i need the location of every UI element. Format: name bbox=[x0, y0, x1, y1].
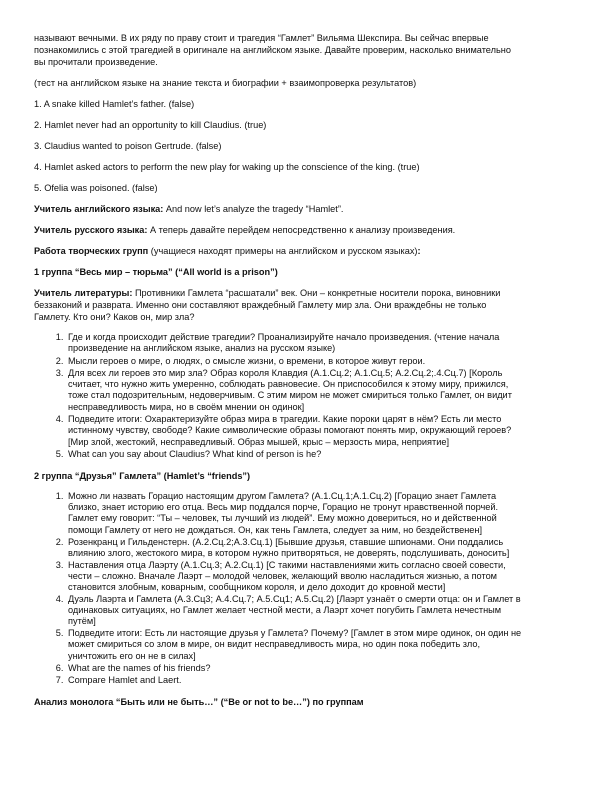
item-text-line: What can you say about Claudius? What kind of person is he? bbox=[68, 448, 322, 459]
test-note: (тест на английском языке на знание текста и биографии + взаимопроверка результатов) bbox=[34, 78, 417, 88]
literature-teacher-label: Учитель литературы: bbox=[34, 288, 133, 298]
item-text-line: становится злобным, коварным, сообщником короля, и дело доходит до кровной мести] bbox=[68, 582, 446, 593]
item-text-line: несправедливость мира, но в своём мнении он одинок] bbox=[68, 401, 305, 412]
item-text-line: близко, знает историю его отца. Весь мир поддался порче, Горацио не тронут нравственной порчей. bbox=[68, 502, 499, 513]
item-text-line: помощи Гамлету от него не дождаться. Он, как тень Гамлета, следует за ним, но бездейственен] bbox=[68, 524, 483, 535]
item-text-line: Подведите итоги: Охарактеризуйте образ мира в трагедии. Какие пороки царят в нём? Есть ли место bbox=[68, 414, 502, 425]
group1-question-list bbox=[34, 332, 580, 460]
english-teacher-label: Учитель английского языка: bbox=[34, 204, 164, 214]
document-page bbox=[34, 32, 580, 717]
item-text-line: Для всех ли героев это мир зла? Образ короля Клавдия (А.1.Сц.2; А.1.Сц.5; А.2.Сц.2;.4.Сц.7) [Король bbox=[68, 367, 503, 378]
item-text-line: Дуэль Лаэрта и Гамлета (А.3.Сц3; А.4.Сц.7; А.5.Сц1; А.5.Сц.2) [Лаэрт узнаёт о смерти отца: он и Гамлет в bbox=[68, 594, 521, 605]
quiz-item: 4. Hamlet asked actors to perform the new play for waking up the conscience of the king. (true) bbox=[34, 162, 420, 172]
item-text-line: чести – сложно. Вначале Лаэрт – молодой человек, желающий вволю насладиться жизнью, а потом bbox=[68, 570, 497, 581]
quiz-item: 5. Ofelia was poisoned. (false) bbox=[34, 183, 158, 193]
groups-work-colon: : bbox=[417, 246, 421, 256]
english-teacher-line bbox=[34, 203, 580, 215]
item-text-line: уничтожить его он не в силах] bbox=[68, 650, 196, 661]
item-text-line: может смириться со злом в мире, он видит несправедливость мира, но один пока победить зло, bbox=[68, 639, 481, 650]
numbered-item bbox=[66, 675, 580, 686]
quiz-item: 2. Hamlet never had an opportunity to kill Claudius. (true) bbox=[34, 120, 267, 130]
item-text-line: влиянию злого, жестокого мира, в котором нужно притворяться, не доверять, подслушивать, доносить] bbox=[68, 547, 510, 558]
item-text-line: Можно ли назвать Горацио настоящим другом Гамлета? (А.1.Сц.1;А.1.Сц.2) [Горацио знает Гамлета bbox=[68, 491, 497, 502]
russian-teacher-line bbox=[34, 224, 580, 236]
item-text-line: произведение на английском языке, анализ на русском языке) bbox=[68, 343, 336, 354]
item-text-line: Наставления отца Лаэрту (А.1.Сц.3; А.2.Сц.1) [С такими наставлениями жить согласно своей совести, bbox=[68, 559, 506, 570]
groups-work-label: Работа творческих групп bbox=[34, 246, 149, 256]
item-text-line: Где и когда происходит действие трагедии? Проанализируйте начало произведения. (чтение начала bbox=[68, 332, 500, 342]
quiz-item: 3. Claudius wanted to poison Gertrude. (false) bbox=[34, 141, 222, 151]
group2-heading: 2 группа “Друзья” Гамлета” (Hamlet’s “friends”) bbox=[34, 471, 251, 482]
groups-work-line bbox=[34, 245, 580, 257]
numbered-item bbox=[66, 628, 580, 661]
intro-paragraph bbox=[34, 32, 580, 68]
numbered-item bbox=[66, 356, 580, 367]
intro-line: познакомились с этой трагедией в оригинале на английском языке. Давайте проверим, насколько внимательно bbox=[34, 45, 511, 55]
numbered-item bbox=[66, 663, 580, 674]
item-text-line: Compare Hamlet and Laert. bbox=[68, 674, 182, 685]
item-text-line: одинаковых ситуациях, но Гамлет желает честной мести, а Лаэрт хочет погубить Гамлета нечестным bbox=[68, 605, 502, 616]
group1-heading: 1 группа “Весь мир – тюрьма” (“All world is a prison”) bbox=[34, 267, 278, 277]
item-text-line: истинному чувству, свободе? Какие символические образы помогают понять мир, окружающий героев? bbox=[68, 425, 512, 436]
item-text-line: считает, что нужно жить умеренно, соблюдать равновесие. Он приспособился к этому миру, прижился, bbox=[68, 379, 509, 390]
item-text-line: путём] bbox=[68, 616, 96, 627]
numbered-item bbox=[66, 594, 580, 627]
russian-teacher-label: Учитель русского языка: bbox=[34, 225, 148, 235]
literature-teacher-text: Противники Гамлета “расшатали” век. Они – конкретные носители порока, виновники bbox=[132, 288, 501, 298]
group2-question-list bbox=[34, 491, 580, 686]
russian-teacher-text: А теперь давайте перейдем непосредственно к анализу произведения. bbox=[147, 225, 456, 235]
intro-line: называют вечными. В их ряду по праву стоит и трагедия “Гамлет” Вильяма Шекспира. Вы сейчас впервые bbox=[34, 33, 489, 43]
item-text-line: Подведите итоги: Есть ли настоящие друзья у Гамлета? Почему? [Гамлет в этом мире одинок, он один не bbox=[68, 628, 522, 639]
item-text-line: Розенкранц и Гильденстерн. (А.2.Сц.2;А.3.Сц.1) [Бывшие друзья, ставшие шпионами. Они поддались bbox=[68, 536, 504, 547]
item-text-line: тоже стал подозрительным, недоверчивым. С этим миром не может смириться только Гамлет, он видит bbox=[68, 390, 512, 401]
quiz-item: 1. A snake killed Hamlet’s father. (false) bbox=[34, 99, 195, 109]
literature-teacher-paragraph bbox=[34, 287, 580, 323]
english-teacher-text: And now let’s analyze the tragedy “Hamlet”. bbox=[163, 204, 344, 214]
numbered-item bbox=[66, 560, 580, 593]
numbered-item bbox=[66, 368, 580, 413]
literature-teacher-text: беззаконий и разврата. Именно они составляют враждебный Гамлету мир зла. Они враждебны не только bbox=[34, 300, 487, 310]
item-text-line: [Мир злой, жестокий, несправедливый. Образ мышей, крыс – мерзость мира, неприятие] bbox=[68, 436, 450, 447]
numbered-item bbox=[66, 449, 580, 460]
numbered-item bbox=[66, 414, 580, 448]
intro-line: вы прочитали произведение. bbox=[34, 57, 158, 67]
item-text-line: Мысли героев о мире, о людях, о смысле жизни, о времени, в которое живут герои. bbox=[68, 355, 426, 366]
item-text-line: What are the names of his friends? bbox=[68, 662, 211, 673]
literature-teacher-text: Гамлету. Кто они? Каков он, мир зла? bbox=[34, 312, 195, 322]
numbered-item bbox=[66, 491, 580, 535]
groups-work-text: (учащиеся находят примеры на английском и русском языках) bbox=[148, 246, 418, 256]
numbered-item bbox=[66, 332, 580, 355]
monologue-heading: Анализ монолога “Быть или не быть…” (“Be or not to be…”) по группам bbox=[34, 696, 364, 707]
item-text-line: Гамлет ему говорит: “Ты – человек, ты лучший из людей”. Ему можно довериться, но и действенной bbox=[68, 513, 497, 524]
numbered-item bbox=[66, 537, 580, 559]
